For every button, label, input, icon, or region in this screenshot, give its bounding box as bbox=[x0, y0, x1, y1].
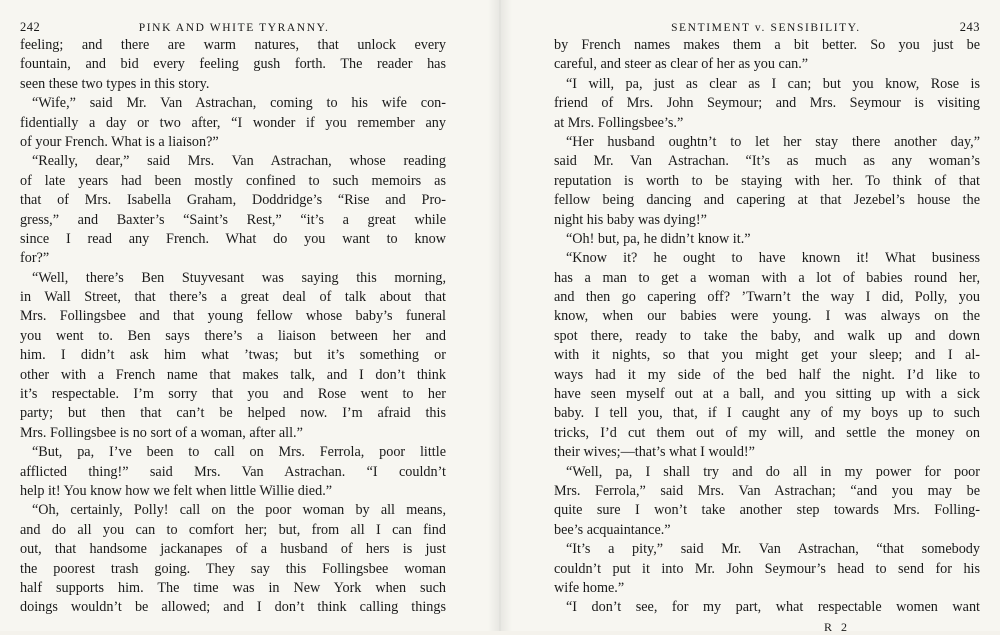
text-line: out, that handsome jackanapes of a husband of hers is just bbox=[20, 541, 446, 558]
text-line: Mrs. Follingsbee is no sort of a woman, after all.” bbox=[20, 424, 303, 441]
text-line: “But, pa, I’ve been to call on Mrs. Ferrola, poor little bbox=[32, 444, 446, 461]
book-gutter bbox=[488, 0, 512, 631]
text-line: other with a French name that makes talk, and I don’t think bbox=[20, 366, 446, 383]
text-line: “Her husband oughtn’t to let her stay there another day,” bbox=[566, 133, 980, 150]
text-line: of your French. What is a liaison?” bbox=[20, 133, 219, 150]
text-line: night his baby was dying!” bbox=[554, 211, 707, 228]
text-line: doings wouldn’t be allowed; and I don’t think calling things bbox=[20, 599, 446, 616]
text-line: spot there, ready to take the baby, and walk up and down bbox=[554, 327, 980, 344]
text-line: seen these two types in this story. bbox=[20, 75, 210, 92]
text-line: reputation is worth to be staying with her. To think of that bbox=[554, 172, 980, 189]
text-line: ways had it my side of the bed half the night. I’d like to bbox=[554, 366, 980, 383]
text-line: you went to. Ben says there’s a liaison between her and bbox=[20, 327, 446, 344]
text-line: gress,” and Baxter’s “Saint’s Rest,” “it’s a great while bbox=[20, 211, 446, 228]
right-page-text bbox=[554, 36, 980, 635]
left-page bbox=[0, 0, 500, 631]
text-line: the poorest trash going. They say this Follingsbee woman bbox=[20, 560, 446, 577]
text-line: friend of Mrs. John Seymour; and Mrs. Seymour is visiting bbox=[554, 95, 980, 112]
text-line: tricks, I’d cut them out of my will, and settle the money on bbox=[554, 424, 980, 441]
page-number: 243 bbox=[959, 20, 980, 34]
text-line: “I don’t see, for my part, what respectable women want bbox=[566, 599, 980, 616]
running-head: SENTIMENT v. SENSIBILITY. bbox=[671, 22, 861, 34]
text-line: their wives;—that’s what I would!” bbox=[554, 444, 755, 461]
text-line: party; but then that can’t be helped now. I’m afraid this bbox=[20, 405, 446, 422]
running-head: PINK AND WHITE TYRANNY. bbox=[138, 22, 330, 34]
text-line: and do all you can to comfort her; but, from all I can find bbox=[20, 521, 446, 538]
text-line: fountain, and bid every feeling gush forth. The reader has bbox=[20, 56, 446, 73]
text-line: half supports him. The time was in New York when such bbox=[20, 579, 446, 596]
text-line: that of Mrs. Isabella Graham, Doddridge’s “Rise and Pro- bbox=[20, 192, 446, 209]
text-line: “Know it? he ought to have known it! What business bbox=[566, 250, 980, 267]
page-number: 242 bbox=[20, 20, 41, 34]
text-line: with it nights, so that you might get your sleep; and I al- bbox=[554, 347, 980, 364]
text-line: said Mr. Van Astrachan. “It’s as much as any woman’s bbox=[554, 153, 980, 170]
text-line: for?” bbox=[20, 250, 50, 267]
text-line: feeling; and there are warm natures, that unlock every bbox=[20, 37, 446, 53]
text-line: baby. I tell you, that, if I caught any of my boys up to such bbox=[554, 405, 980, 422]
text-line: of late years had been mostly confined to such memoirs as bbox=[20, 172, 446, 189]
text-line: “I will, pa, just as clear as I can; but you know, Rose is bbox=[566, 75, 980, 92]
text-line: “Well, pa, I shall try and do all in my power for poor bbox=[566, 463, 980, 480]
text-line: fidentially a day or two after, “I wonder if you remember any bbox=[20, 114, 446, 131]
right-page-header bbox=[554, 0, 980, 34]
left-page-header bbox=[20, 0, 446, 34]
text-line: couldn’t put it into Mr. John Seymour’s head to send for his bbox=[554, 560, 980, 577]
text-line: “Well, there’s Ben Stuyvesant was saying this morning, bbox=[32, 269, 446, 286]
text-line: Mrs. Ferrola,” said Mrs. Van Astrachan; “and you may be bbox=[554, 482, 980, 499]
text-line: help it! You know how we felt when little Willie died.” bbox=[20, 482, 333, 499]
text-line: by French names makes them a bit better. So you just be bbox=[554, 37, 980, 53]
text-line: careful, and steer as clear of her as you can.” bbox=[554, 56, 809, 73]
text-line: Mrs. Follingsbee and that young fellow whose baby’s funeral bbox=[20, 308, 446, 325]
text-line: has a man to get a woman with a lot of babies round her, bbox=[554, 269, 980, 286]
text-line: since I read any French. What do you want to know bbox=[20, 230, 446, 247]
text-line: in Wall Street, that there’s a great deal of talk about that bbox=[20, 289, 446, 306]
text-line: afflicted thing!” said Mrs. Van Astrachan. “I couldn’t bbox=[20, 463, 446, 480]
text-line: bee’s acquaintance.” bbox=[554, 521, 671, 538]
text-line: quite sure I won’t take another step towards Mrs. Folling- bbox=[554, 502, 980, 519]
text-line: know, when our babies were young. I was always on the bbox=[554, 308, 980, 325]
text-line: fellow being dancing and capering at that Jezebel’s house the bbox=[554, 192, 980, 209]
text-line: “Oh, certainly, Polly! call on the poor woman by all means, bbox=[32, 502, 446, 519]
right-page bbox=[500, 0, 1000, 634]
text-line: and then go capering off? ’Twarn’t the way I did, Polly, you bbox=[554, 289, 980, 306]
text-line: “It’s a pity,” said Mr. Van Astrachan, “that somebody bbox=[566, 541, 980, 558]
text-line: at Mrs. Follingsbee’s.” bbox=[554, 114, 684, 131]
text-line: have seen myself out at a ball, and you sitting up with a sick bbox=[554, 386, 980, 403]
text-line: “Wife,” said Mr. Van Astrachan, coming to his wife con- bbox=[32, 95, 446, 112]
text-line: wife home.” bbox=[554, 579, 625, 596]
text-line: “Oh! but, pa, he didn’t know it.” bbox=[566, 230, 751, 247]
text-line: him. I didn’t ask him what ’twas; but it’s something or bbox=[20, 347, 446, 364]
signature-mark: R 2 bbox=[823, 619, 850, 634]
text-line: “Really, dear,” said Mrs. Van Astrachan, whose reading bbox=[32, 153, 446, 170]
text-line: it’s respectable. I’m sorry that you and Rose went to her bbox=[20, 386, 446, 403]
left-page-text bbox=[20, 36, 446, 618]
